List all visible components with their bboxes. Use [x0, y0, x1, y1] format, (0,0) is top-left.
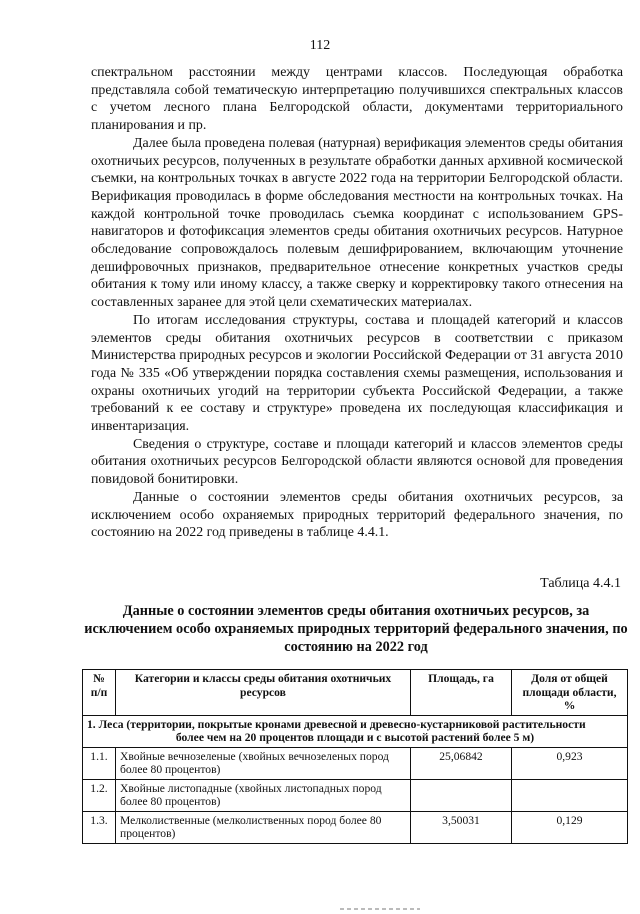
- row-num: 1.1.: [83, 747, 116, 779]
- section-cell: [83, 715, 628, 747]
- row-name: Хвойные вечнозеленые (хвойных вечнозеленых пород более 80 процентов): [116, 747, 411, 779]
- row-name: Мелколиственные (мелколиственных пород более 80 процентов): [116, 811, 411, 843]
- table-row: [83, 811, 628, 843]
- row-share: 0,129: [512, 811, 628, 843]
- section-line-2: более чем на 20 процентов площади и с высотой растений более 5 м): [175, 731, 535, 744]
- page-footer-mark: [340, 908, 420, 910]
- table-title: Данные о состоянии элементов среды обитания охотничьих ресурсов, за исключением особо охраняемых природных территорий федерального значения, по состоянию на 2022 год: [84, 603, 628, 655]
- header-share: Доля от общей площади области, %: [512, 670, 628, 716]
- section-line-1: 1. Леса (территории, покрытые кронами древесной и древесно-кустарниковой растительности: [87, 717, 586, 731]
- paragraph-4: Сведения о структуре, составе и площади категорий и классов элементов среды обитания охотничьих ресурсов Белгородской области являются основой для проведения повидовой бонитировки.: [91, 436, 623, 488]
- page-number: 112: [309, 38, 331, 53]
- habitat-table: [82, 669, 628, 844]
- row-area: [411, 779, 512, 811]
- table-label: Таблица 4.4.1: [540, 576, 621, 591]
- row-area: 25,06842: [411, 747, 512, 779]
- row-num: 1.3.: [83, 811, 116, 843]
- table-row: [83, 779, 628, 811]
- row-share: 0,923: [512, 747, 628, 779]
- row-name: Хвойные листопадные (хвойных листопадных пород более 80 процентов): [116, 779, 411, 811]
- body-text: [91, 64, 623, 542]
- row-area: 3,50031: [411, 811, 512, 843]
- header-category: Категории и классы среды обитания охотничьих ресурсов: [116, 670, 411, 716]
- row-num: 1.2.: [83, 779, 116, 811]
- paragraph-5: Данные о состоянии элементов среды обитания охотничьих ресурсов, за исключением особо охраняемых природных территорий федерального значения, по состоянию на 2022 год приведены в таблице 4.4.1.: [91, 489, 623, 541]
- table-header-row: [83, 670, 628, 716]
- table-row: [83, 747, 628, 779]
- paragraph-1: спектральном расстоянии между центрами классов. Последующая обработка представляла собой тематическую интерпретацию получившихся спектральных классов с учетом лесного плана Белгородской области, документами территориального планирования и пр.: [91, 65, 623, 134]
- paragraph-2: Далее была проведена полевая (натурная) верификация элементов среды обитания охотничьих ресурсов, полученных в результате обработки данных архивной космической съемки, на контрольных точках в августе 2022 года на территории Белгородской области. Верификация проводилась в форме обследования местности на контрольных точках. На каждой контрольной точке проводилась съемка координат с использованием GPS-навигаторов и фотофиксация элементов среды обитания охотничьих ресурсов. Натурное обследование сопровождалось полевым дешифрированием, включающим уточнение дешифровочных признаков, предварительное отнесение конкретных участков среды обитания к тому или иному классу, а также сверку и корректировку такого отнесения на составленных заранее для этой цели схематических материалах.: [91, 135, 624, 311]
- header-area: Площадь, га: [411, 670, 512, 716]
- table-section-row: [83, 715, 628, 747]
- row-share: [512, 779, 628, 811]
- header-num: № п/п: [83, 670, 116, 716]
- paragraph-3: По итогам исследования структуры, состава и площадей категорий и классов элементов среды обитания охотничьих ресурсов в соответствии с приказом Министерства природных ресурсов и экологии Российской Федерации от 31 августа 2010 года № 335 «Об утверждении порядка составления схемы размещения, использования и охраны охотничьих угодий на территории субъекта Российской Федерации, а также требований к ее составу и структуре» проведена их последующая классификация и инвентаризация.: [91, 312, 623, 435]
